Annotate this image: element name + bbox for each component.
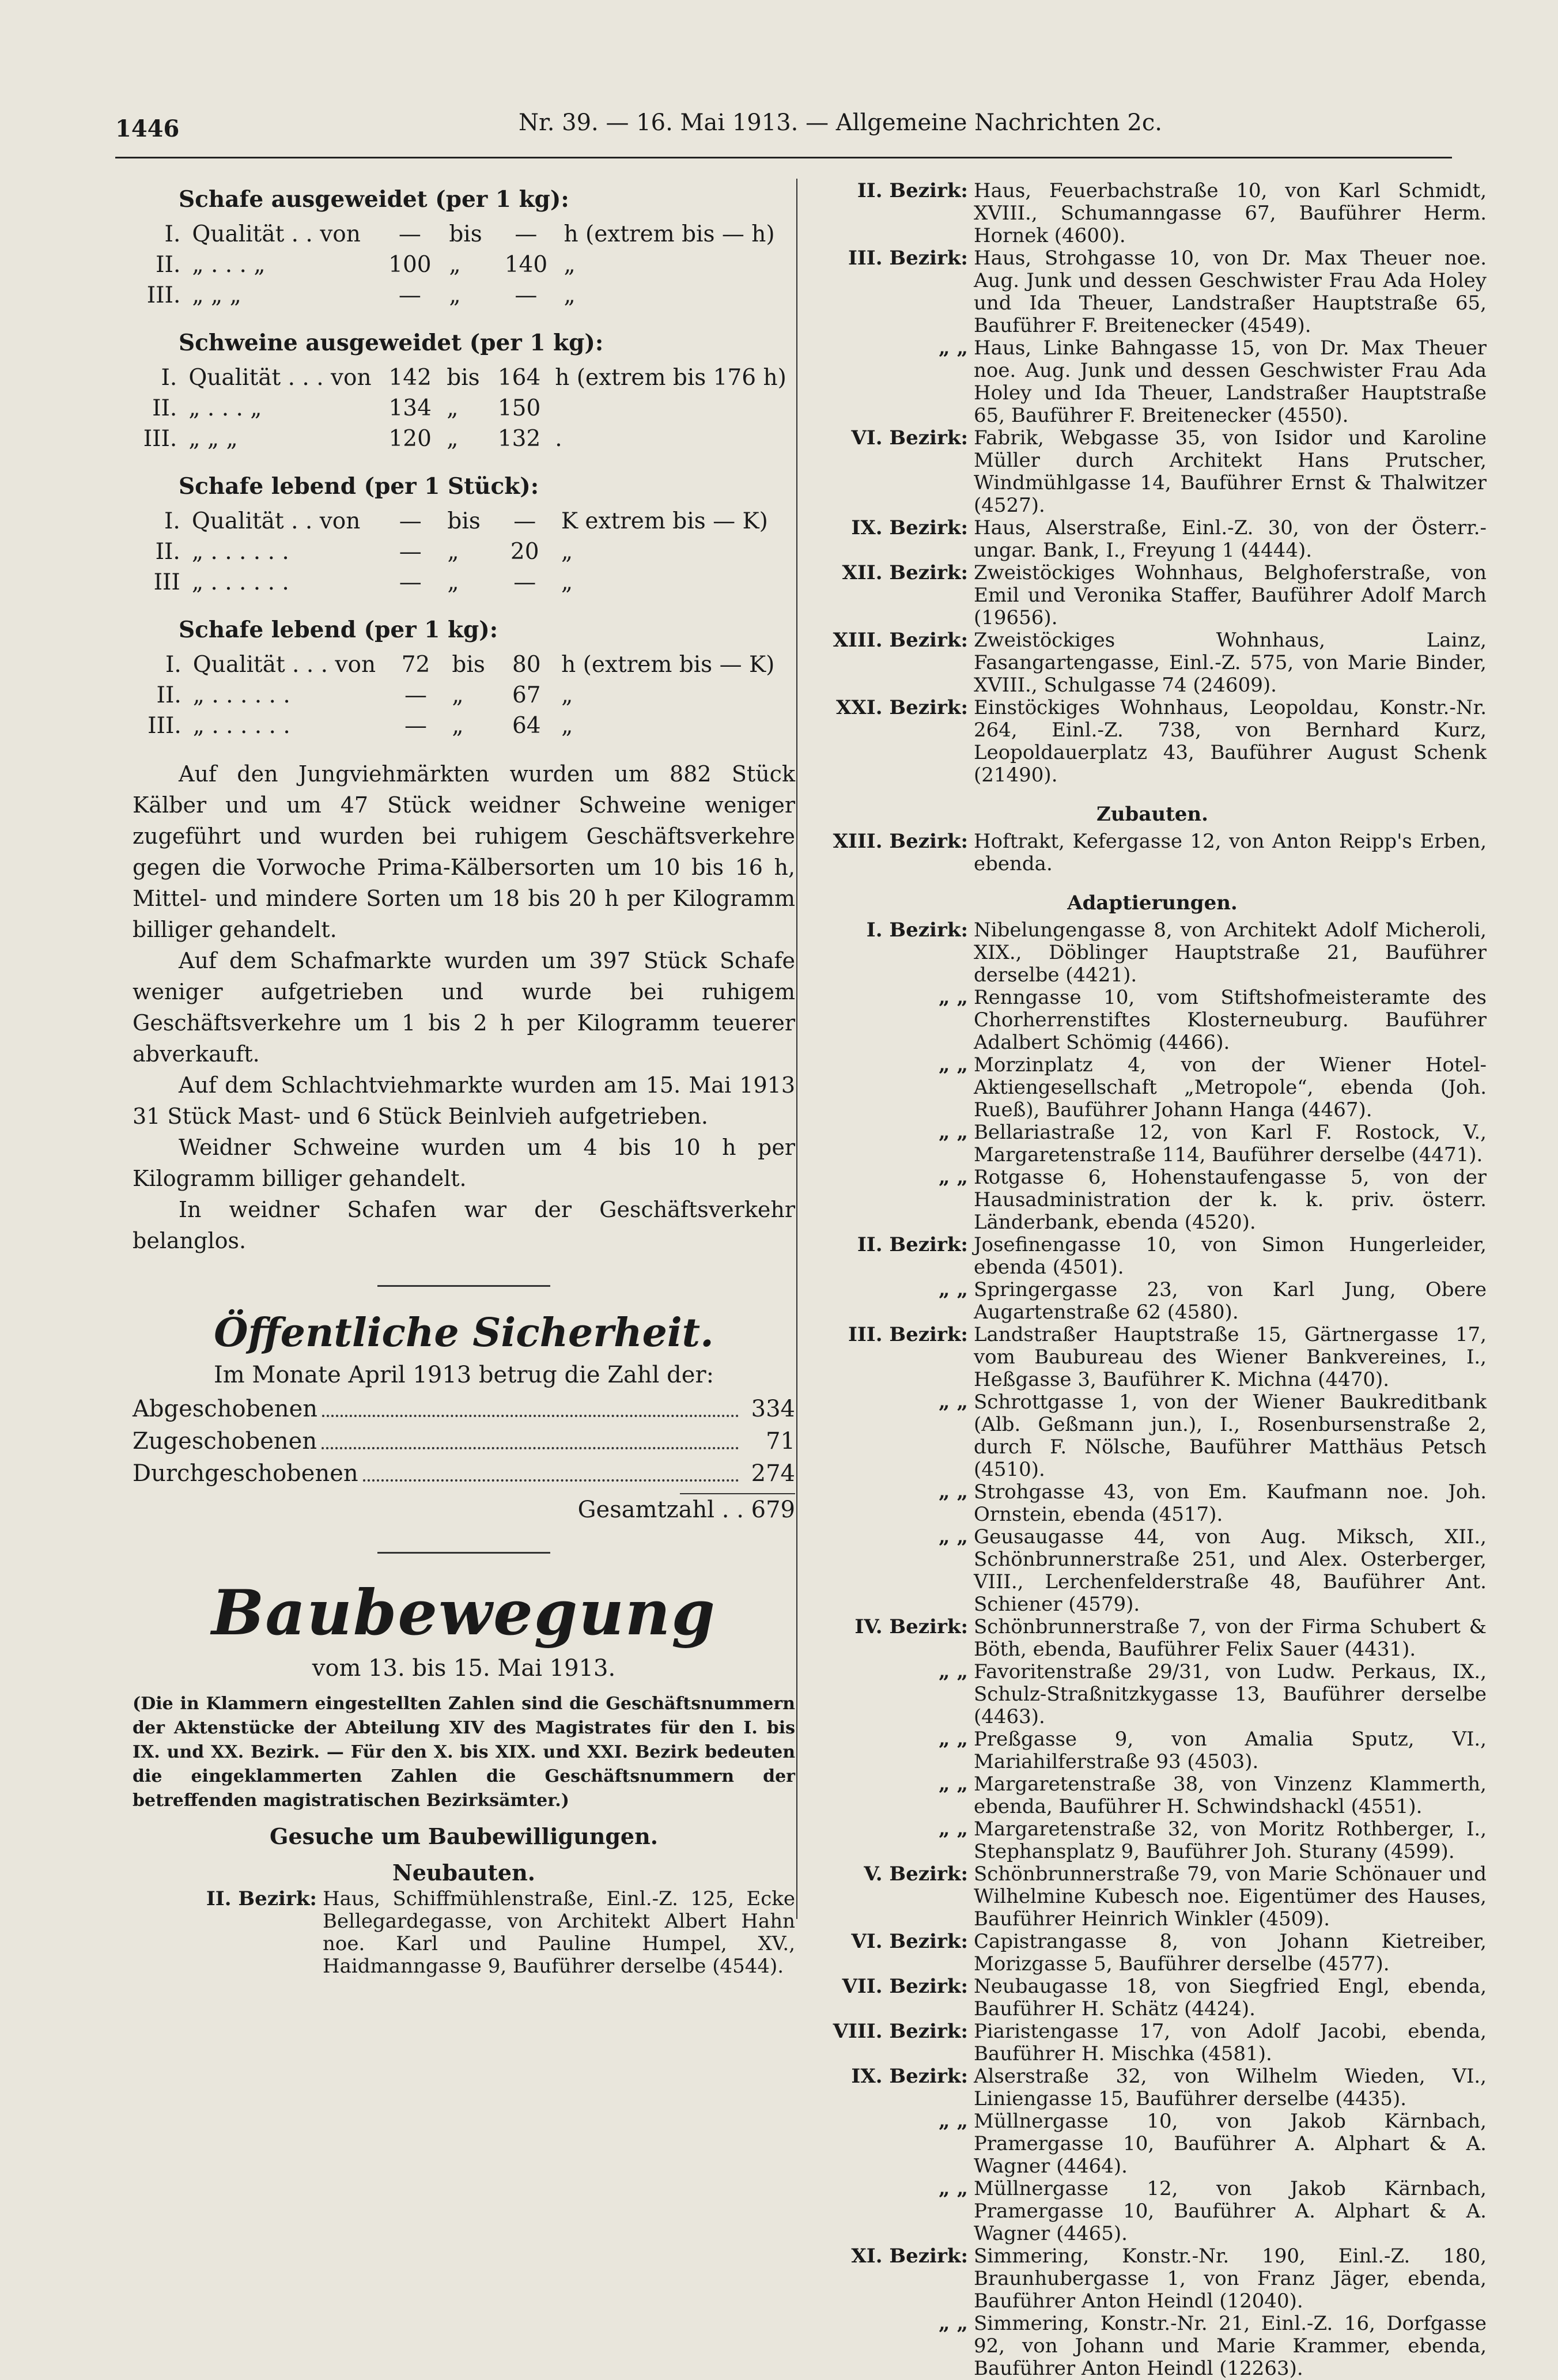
market-cell: I. xyxy=(164,508,180,534)
entry-text: Strohgasse 43, von Em. Kaufmann noe. Joh. Ornstein, ebenda (4517). xyxy=(974,1480,1487,1526)
market-cell: „ xyxy=(561,539,573,565)
market-row xyxy=(133,506,795,537)
total-value: 679 xyxy=(751,1497,795,1523)
market-cell: Qualität . . . von xyxy=(188,365,372,391)
market-cell: „ xyxy=(561,569,573,595)
entry-district: II. Bezirk: xyxy=(857,179,968,202)
adaptierungen-heading: Adaptierungen. xyxy=(1067,891,1238,915)
entry-district: „ „ xyxy=(939,2312,968,2335)
market-cell: — xyxy=(398,221,421,247)
market-cell: . xyxy=(555,426,562,452)
market-row xyxy=(133,711,795,741)
entry-text: Haus, Alserstraße, Einl.-Z. 30, von der Österr.-ungar. Bank, I., Freyung 1 (4444). xyxy=(974,516,1487,562)
market-row xyxy=(133,424,795,454)
entry-text: Springergasse 23, von Karl Jung, Obere Augartenstraße 62 (4580). xyxy=(974,1278,1487,1324)
market-row xyxy=(133,567,795,598)
neubauten-heading: Neubauten. xyxy=(392,1860,535,1886)
entry-text: Renngasse 10, vom Stiftshofmeisteramte des Chorherrenstiftes Klosterneuburg. Bauführer Adalbert Schömig (4466). xyxy=(974,986,1487,1054)
market-cell: „ „ „ xyxy=(188,426,238,452)
bau-entry xyxy=(818,1121,1487,1166)
market-cell: II. xyxy=(156,252,181,278)
market-cell: 64 xyxy=(512,713,541,739)
market-paragraph: Auf dem Schafmarkte wurden um 397 Stück Schafe weniger aufgetrieben und wurde bei ruhigem Geschäftsverkehre um 1 bis 2 h per Kilogramm teuerer abverkauft. xyxy=(133,948,795,1067)
entry-text: Schrottgasse 1, von der Wiener Baukreditbank (Alb. Geßmann jun.), I., Rosenbursenstraße 2, durch F. Nölsche, Bauführer Matthäus Petsch (4510). xyxy=(974,1391,1487,1481)
market-cell: „ xyxy=(452,682,464,708)
right-column xyxy=(818,180,1487,2380)
entry-text: Bellariastraße 12, von Karl F. Rostock, V., Margaretenstraße 114, Bauführer derselbe (4471). xyxy=(974,1121,1487,1166)
market-cell: bis xyxy=(447,508,481,534)
market-cell: II. xyxy=(152,395,177,421)
entry-district: V. Bezirk: xyxy=(864,1863,968,1886)
bau-entry xyxy=(818,2020,1487,2065)
entry-district: XIII. Bezirk: xyxy=(833,830,968,853)
entry-district: „ „ xyxy=(939,986,968,1009)
entry-district: IV. Bezirk: xyxy=(854,1615,968,1638)
entry-district: „ „ xyxy=(939,1053,968,1076)
market-cell: III. xyxy=(148,713,181,739)
bau-entry xyxy=(818,629,1487,697)
market-cell: — xyxy=(399,539,422,565)
market-cell: III. xyxy=(143,426,177,452)
market-cell: II. xyxy=(156,682,181,708)
entry-district: „ „ xyxy=(939,1166,968,1189)
baubewegung-note: (Die in Klammern eingestellten Zahlen sind die Geschäftsnummern der Aktenstücke der Abteilung XIV des Magistrates für den I. bis IX. und XX. Bezirk. — Für den X. bis XIX. und XXI. Bezirk bedeuten die eingeklammerten Zahlen die Geschäftsnummern der betreffenden magistratischen Bezirksämter.) xyxy=(133,1694,795,1811)
market-cell: „ xyxy=(561,713,573,739)
market-row xyxy=(133,250,795,280)
market-cell: „ „ „ xyxy=(192,282,241,308)
entry-text: Preßgasse 9, von Amalia Sputz, VI., Mariahilferstraße 93 (4503). xyxy=(974,1728,1487,1773)
market-table xyxy=(133,649,795,741)
market-cell: 134 xyxy=(388,395,432,421)
market-cell: I. xyxy=(164,221,181,247)
left-column xyxy=(133,184,795,1978)
market-cell: III. xyxy=(146,282,181,308)
entry-text: Haus, Feuerbachstraße 10, von Karl Schmidt, XVIII., Schumanngasse 67, Bauführer Herm. Hornek (4600). xyxy=(974,179,1487,247)
entry-text: Landstraßer Hauptstraße 15, Gärtnergasse 17, vom Baubureau des Wiener Bankvereines, I., Heßgasse 3, Bauführer K. Michna (4470). xyxy=(974,1323,1487,1391)
bau-entry xyxy=(818,1481,1487,1526)
gesuche-heading: Gesuche um Baubewilligungen. xyxy=(270,1823,658,1849)
market-cell: 132 xyxy=(497,426,541,452)
market-cell: — xyxy=(404,682,427,708)
stat-leader xyxy=(322,1393,739,1417)
entry-text: Haus, Schiffmühlenstraße, Einl.-Z. 125, Ecke Bellegardegasse, von Architekt Albert Hahn noe. Karl und Pauline Humpel, XV., Haidmanngasse 9, Bauführer derselbe (4544). xyxy=(323,1887,795,1978)
entry-text: Neubaugasse 18, von Siegfried Engl, ebenda, Bauführer H. Schätz (4424). xyxy=(974,1975,1487,2020)
market-cell: I. xyxy=(165,652,181,678)
header-rule xyxy=(115,157,1452,158)
header-title: Nr. 39. — 16. Mai 1913. — Allgemeine Nachrichten 2c. xyxy=(519,109,1162,136)
market-table xyxy=(133,362,795,454)
entry-district: „ „ xyxy=(939,1660,968,1683)
entry-district: XI. Bezirk: xyxy=(851,2245,968,2268)
bau-entry xyxy=(818,1166,1487,1234)
market-cell: — xyxy=(404,713,427,739)
section-separator xyxy=(377,1285,550,1287)
security-title: Öffentliche Sicherheit. xyxy=(214,1310,714,1356)
stat-value: 334 xyxy=(751,1396,795,1422)
market-cell: „ . . . . . . xyxy=(191,569,289,595)
entry-text: Einstöckiges Wohnhaus, Leopoldau, Konstr.-Nr. 264, Einl.-Z. 738, von Bernhard Kurz, Leopoldauerplatz 43, Bauführer August Schenk (21490). xyxy=(974,696,1487,787)
entry-text: Fabrik, Webgasse 35, von Isidor und Karoline Müller durch Architekt Hans Prutscher, Windmühlgasse 14, Bauführer Ernst & Thalwitzer (4527). xyxy=(974,426,1487,517)
market-cell: — xyxy=(399,569,422,595)
stat-label: Durchgeschobenen xyxy=(133,1460,358,1487)
bau-entry xyxy=(133,1888,795,1978)
market-heading: Schafe ausgeweidet (per 1 kg): xyxy=(179,186,569,213)
market-cell: — xyxy=(398,282,421,308)
stat-row xyxy=(133,1457,795,1490)
entry-district: XIII. Bezirk: xyxy=(833,629,968,652)
market-table xyxy=(133,506,795,598)
bau-entry xyxy=(818,987,1487,1054)
entry-district: III. Bezirk: xyxy=(848,1323,968,1346)
entry-text: Margaretenstraße 38, von Vinzenz Klammerth, ebenda, Bauführer H. Schwindshackl (4551). xyxy=(974,1773,1487,1818)
market-heading: Schafe lebend (per 1 Stück): xyxy=(179,473,539,500)
bau-entry xyxy=(818,1728,1487,1773)
entry-district: VIII. Bezirk: xyxy=(833,2020,968,2043)
market-cell: „ xyxy=(447,395,459,421)
market-cell: „ . . . „ xyxy=(192,252,266,278)
market-cell: 120 xyxy=(388,426,432,452)
bau-entry xyxy=(818,2313,1487,2380)
bau-entry xyxy=(818,1661,1487,1728)
entry-district: VI. Bezirk: xyxy=(851,426,968,449)
market-cell: bis xyxy=(447,365,480,391)
section-separator-2 xyxy=(377,1552,550,1554)
page-header xyxy=(115,109,1452,150)
entry-district: I. Bezirk: xyxy=(866,919,968,942)
entry-district: „ „ xyxy=(939,1391,968,1414)
bau-entry xyxy=(818,1818,1487,1863)
market-cell: „ . . . . . . xyxy=(192,713,290,739)
bau-entry xyxy=(818,1863,1487,1931)
total-label: Gesamtzahl . . xyxy=(577,1497,744,1523)
neubauten-continued xyxy=(818,180,1487,787)
entry-district: XII. Bezirk: xyxy=(842,561,968,584)
market-cell: „ xyxy=(447,539,459,565)
entry-district: „ „ xyxy=(939,1818,968,1841)
bau-entry xyxy=(818,1931,1487,1975)
market-row xyxy=(133,362,795,393)
entry-text: Hoftrakt, Kefergasse 12, von Anton Reipp's Erben, ebenda. xyxy=(974,830,1487,875)
market-paragraph: In weidner Schafen war der Geschäftsverkehr belanglos. xyxy=(133,1197,795,1253)
market-cell: „ xyxy=(447,569,459,595)
entry-district: „ „ xyxy=(939,2110,968,2133)
total-rule xyxy=(680,1493,795,1494)
market-cell: 164 xyxy=(497,365,541,391)
market-cell: „ xyxy=(564,252,576,278)
entry-text: Schönbrunnerstraße 79, von Marie Schönauer und Wilhelmine Kubesch noe. Eigentümer des Hauses, Bauführer Heinrich Winkler (4509). xyxy=(974,1863,1487,1931)
security-intro: Im Monate April 1913 betrug die Zahl der: xyxy=(213,1362,714,1388)
market-cell: K extrem bis — K) xyxy=(561,508,768,534)
bau-entry xyxy=(818,1975,1487,2020)
entry-district: „ „ xyxy=(939,1728,968,1751)
entry-district: „ „ xyxy=(939,2177,968,2200)
market-cell: 100 xyxy=(388,252,432,278)
market-paragraph: Auf den Jungviehmärkten wurden um 882 Stück Kälber und um 47 Stück weidner Schweine weniger zugeführt und wurden bei ruhigem Geschäftsverkehre gegen die Vorwoche Prima-Kälbersorten um 10 bis 16 h, Mittel- und mindere Sorten um 18 bis 20 h per Kilogramm billiger gehandelt. xyxy=(133,761,795,942)
market-cell: „ xyxy=(561,682,573,708)
stat-value: 71 xyxy=(766,1428,795,1455)
entry-text: Schönbrunnerstraße 7, von der Firma Schubert & Böth, ebenda, Bauführer Felix Sauer (4431). xyxy=(974,1615,1487,1661)
left-entries xyxy=(133,1888,795,1978)
market-cell: 80 xyxy=(512,652,541,678)
stat-leader xyxy=(363,1457,739,1482)
bau-entry xyxy=(818,180,1487,247)
market-table xyxy=(133,219,795,311)
market-cell: h (extrem bis 176 h) xyxy=(555,365,786,391)
adaptierungen-list xyxy=(818,919,1487,2380)
bau-entry xyxy=(818,517,1487,562)
entry-district: „ „ xyxy=(939,337,968,360)
entry-text: Rotgasse 6, Hohenstaufengasse 5, von der Hausadministration der k. k. priv. österr. Länderbank, ebenda (4520). xyxy=(974,1166,1487,1234)
market-cell: bis xyxy=(452,652,485,678)
entry-text: Haus, Linke Bahngasse 15, von Dr. Max Theuer noe. Aug. Junk und dessen Geschwister Frau Ada Holey und Ida Theuer, Landstraßer Hauptstraße 65, Bauführer F. Breitenecker (4550). xyxy=(974,337,1487,427)
market-cell: 67 xyxy=(512,682,541,708)
market-row xyxy=(133,219,795,250)
market-reports xyxy=(133,184,795,741)
bau-entry xyxy=(818,697,1487,787)
market-cell: — xyxy=(515,282,538,308)
market-cell: 72 xyxy=(401,652,430,678)
market-row xyxy=(133,280,795,311)
market-cell: „ xyxy=(447,426,459,452)
bau-entry xyxy=(818,1773,1487,1818)
market-cell: I. xyxy=(161,365,177,391)
market-row xyxy=(133,680,795,711)
bau-entry xyxy=(818,1279,1487,1324)
bau-entry xyxy=(818,1324,1487,1391)
entry-district: II. Bezirk: xyxy=(857,1233,968,1256)
entry-text: Margaretenstraße 32, von Moritz Rothberger, I., Stephansplatz 9, Bauführer Joh. Sturany (4599). xyxy=(974,1818,1487,1863)
bau-entry xyxy=(818,1616,1487,1661)
entry-district: II. Bezirk: xyxy=(206,1887,317,1910)
market-cell: Qualität . . von xyxy=(192,221,361,247)
stat-value: 274 xyxy=(751,1460,795,1487)
market-cell: 20 xyxy=(510,539,539,565)
bau-entry xyxy=(818,337,1487,427)
market-cell: „ xyxy=(449,282,461,308)
entry-text: Piaristengasse 17, von Adolf Jacobi, ebenda, Bauführer H. Mischka (4581). xyxy=(974,2020,1487,2065)
market-cell: „ xyxy=(564,282,576,308)
entry-text: Müllnergasse 12, von Jakob Kärnbach, Pramergasse 10, Bauführer A. Alphart & A. Wagner (4465). xyxy=(974,2177,1487,2245)
entry-district: „ „ xyxy=(939,1480,968,1503)
entry-district: VII. Bezirk: xyxy=(842,1975,968,1998)
market-cell: — xyxy=(515,221,538,247)
market-cell: h (extrem bis — K) xyxy=(561,652,775,678)
market-cell: „ . . . . . . xyxy=(191,539,289,565)
stat-label: Zugeschobenen xyxy=(133,1428,317,1455)
market-cell: 150 xyxy=(497,395,541,421)
security-stats xyxy=(133,1393,795,1490)
zubauten-list xyxy=(818,830,1487,875)
bau-entry xyxy=(818,2178,1487,2245)
entry-text: Geusaugasse 44, von Aug. Miksch, XII., Schönbrunnerstraße 251, und Alex. Osterberger, VIII., Lerchenfelderstraße 48, Bauführer Ant. Schiener (4579). xyxy=(974,1525,1487,1616)
page-number: 1446 xyxy=(115,115,180,142)
market-cell: — xyxy=(399,508,422,534)
market-cell: „ . . . . . . xyxy=(192,682,290,708)
entry-text: Zweistöckiges Wohnhaus, Belghoferstraße, von Emil und Veronika Staffer, Bauführer Adolf March (19656). xyxy=(974,561,1487,629)
market-cell: h (extrem bis — h) xyxy=(564,221,775,247)
market-cell: Qualität . . von xyxy=(191,508,361,534)
market-heading: Schafe lebend (per 1 kg): xyxy=(179,617,498,643)
market-cell: „ xyxy=(452,713,464,739)
market-paragraph: Weidner Schweine wurden um 4 bis 10 h per Kilogramm billiger gehandelt. xyxy=(133,1135,795,1191)
bau-entry xyxy=(818,2245,1487,2313)
entry-text: Simmering, Konstr.-Nr. 190, Einl.-Z. 180, Braunhubergasse 1, von Franz Jäger, ebenda, Bauführer Anton Heindl (12040). xyxy=(974,2245,1487,2313)
bau-entry xyxy=(818,919,1487,987)
stat-label: Abgeschobenen xyxy=(133,1396,318,1422)
market-row xyxy=(133,537,795,567)
zubauten-heading: Zubauten. xyxy=(1096,803,1208,826)
entry-text: Nibelungengasse 8, von Architekt Adolf Micheroli, XIX., Döblinger Hauptstraße 21, Bauführer derselbe (4421). xyxy=(974,919,1487,987)
stat-row xyxy=(133,1425,795,1457)
market-cell: III xyxy=(153,569,180,595)
market-row xyxy=(133,393,795,424)
entry-text: Alserstraße 32, von Wilhelm Wieden, VI., Liniengasse 15, Bauführer derselbe (4435). xyxy=(974,2065,1487,2110)
baubewegung-title: Baubewegung xyxy=(211,1577,716,1649)
entry-district: III. Bezirk: xyxy=(848,247,968,270)
market-cell: 142 xyxy=(388,365,432,391)
market-cell: — xyxy=(513,508,536,534)
bau-entry xyxy=(818,1391,1487,1481)
entry-text: Morzinplatz 4, von der Wiener Hotel-Aktiengesellschaft „Metropole“, ebenda (Joh. Rueß), Bauführer Johann Hanga (4467). xyxy=(974,1053,1487,1121)
column-divider xyxy=(796,179,797,1919)
market-cell: II. xyxy=(155,539,180,565)
entry-text: Capistrangasse 8, von Johann Kietreiber, Morizgasse 5, Bauführer derselbe (4577). xyxy=(974,1930,1487,1975)
entry-text: Simmering, Konstr.-Nr. 21, Einl.-Z. 16, Dorfgasse 92, von Johann und Marie Krammer, ebenda, Bauführer Anton Heindl (12263). xyxy=(974,2312,1487,2380)
market-paragraphs xyxy=(133,758,795,1256)
security-total xyxy=(133,1493,795,1523)
entry-district: XXI. Bezirk: xyxy=(836,696,968,719)
entry-district: VI. Bezirk: xyxy=(851,1930,968,1953)
bau-entry xyxy=(818,562,1487,629)
entry-text: Josefinengasse 10, von Simon Hungerleider, ebenda (4501). xyxy=(974,1233,1487,1279)
bau-entry xyxy=(818,427,1487,517)
market-cell: — xyxy=(513,569,536,595)
entry-district: IX. Bezirk: xyxy=(851,2065,968,2088)
market-cell: „ . . . „ xyxy=(188,395,262,421)
entry-text: Haus, Strohgasse 10, von Dr. Max Theuer noe. Aug. Junk und dessen Geschwister Frau Ada Holey und Ida Theuer, Landstraßer Hauptstraße 65, Bauführer F. Breitenecker (4549). xyxy=(974,247,1487,337)
market-heading: Schweine ausgeweidet (per 1 kg): xyxy=(179,330,604,356)
entry-district: „ „ xyxy=(939,1121,968,1144)
market-row xyxy=(133,649,795,680)
entry-text: Favoritenstraße 29/31, von Ludw. Perkaus, IX., Schulz-Straßnitzkygasse 13, Bauführer derselbe (4463). xyxy=(974,1660,1487,1728)
entry-district: „ „ xyxy=(939,1278,968,1301)
bau-entry xyxy=(818,1526,1487,1616)
bau-entry xyxy=(818,2065,1487,2110)
entry-text: Müllnergasse 10, von Jakob Kärnbach, Pramergasse 10, Bauführer A. Alphart & A. Wagner (4464). xyxy=(974,2110,1487,2178)
bau-entry xyxy=(818,247,1487,337)
market-cell: „ xyxy=(449,252,461,278)
market-paragraph: Auf dem Schlachtviehmarkte wurden am 15. Mai 1913 31 Stück Mast- und 6 Stück Beinlvieh aufgetrieben. xyxy=(133,1072,795,1129)
bau-entry xyxy=(818,1234,1487,1279)
bau-entry xyxy=(818,830,1487,875)
market-cell: bis xyxy=(449,221,482,247)
entry-text: Zweistöckiges Wohnhaus, Lainz, Fasangartengasse, Einl.-Z. 575, von Marie Binder, XVIII., Schulgasse 74 (24609). xyxy=(974,629,1487,697)
entry-district: „ „ xyxy=(939,1773,968,1796)
entry-district: „ „ xyxy=(939,1525,968,1548)
market-cell xyxy=(549,393,795,424)
stat-row xyxy=(133,1393,795,1425)
bau-entry xyxy=(818,1054,1487,1121)
stat-leader xyxy=(322,1425,739,1449)
market-cell: Qualität . . . von xyxy=(192,652,376,678)
entry-district: IX. Bezirk: xyxy=(851,516,968,539)
market-cell: 140 xyxy=(504,252,548,278)
bau-entry xyxy=(818,2110,1487,2178)
baubewegung-dates: vom 13. bis 15. Mai 1913. xyxy=(312,1655,616,1682)
